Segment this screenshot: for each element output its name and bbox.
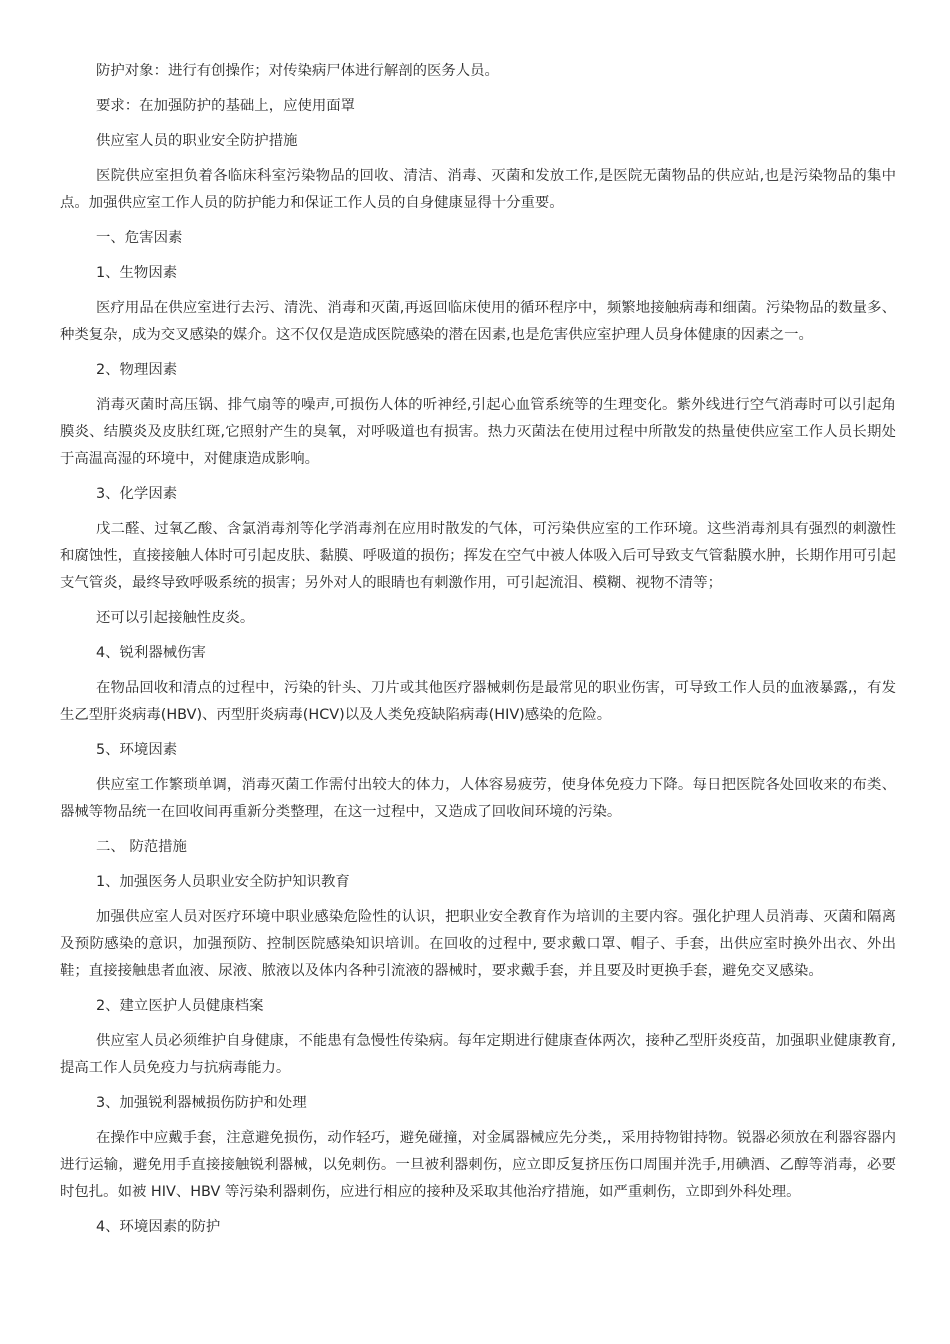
paragraph-physical: 消毒灭菌时高压锅、排气扇等的噪声,可损伤人体的听神经,引起心血管系统等的生理变化。紫外线进行空气消毒时可以引起角膜炎、结膜炎及皮肤红斑,它照射产生的臭氧，对呼吸道也有损害。热力灭菌法在使用过程中所散发的热量使供应室工作人员长期处于高温高湿的环境中，对健康造成影响。 <box>60 397 896 467</box>
heading-chemical: 3、化学因素 <box>96 486 178 502</box>
section-title: 供应室人员的职业安全防护措施 <box>96 133 298 149</box>
heading-sharp-protection: 3、加强锐利器械损伤防护和处理 <box>96 1095 307 1111</box>
heading-sharp-instruments: 4、锐利器械伤害 <box>96 645 206 661</box>
paragraph-health-records: 供应室人员必须维护自身健康，不能患有急慢性传染病。每年定期进行健康查体两次，接种乙型肝炎疫苗，加强职业健康教育, 提高工作人员免疫力与抗病毒能力。 <box>60 1033 896 1076</box>
heading-hazard-factors: 一、危害因素 <box>96 230 183 246</box>
paragraph-education: 加强供应室人员对医疗环境中职业感染危险性的认识，把职业安全教育作为培训的主要内容。强化护理人员消毒、灭菌和隔离及预防感染的意识，加强预防、控制医院感染知识培训。在回收的过程中, 要求戴口罩、帽子、手套，出供应室时换外出衣、外出鞋；直接接触患者血液、尿液、脓液以及体内各种引流液的器械时，要求戴手套，并且要及时更换手套，避免交叉感染。 <box>60 909 896 979</box>
heading-prevention-measures: 二、 防范措施 <box>96 839 187 855</box>
paragraph-environment: 供应室工作繁琐单调，消毒灭菌工作需付出较大的体力，人体容易疲劳，使身体免疫力下降。每日把医院各处回收来的布类、器械等物品统一在回收间再重新分类整理，在这一过程中，又造成了回收间环境的污染。 <box>60 777 896 820</box>
heading-biological: 1、生物因素 <box>96 265 178 281</box>
paragraph-sharp-instruments: 在物品回收和清点的过程中，污染的针头、刀片或其他医疗器械刺伤是最常见的职业伤害，可导致工作人员的血液暴露,，有发生乙型肝炎病毒(HBV)、丙型肝炎病毒(HCV)以及人类免疫缺陷病毒(HIV)感染的危险。 <box>60 680 896 723</box>
paragraph-sharp-protection: 在操作中应戴手套，注意避免损伤，动作轻巧，避免碰撞，对金属器械应先分类,，采用持物钳持物。锐器必须放在利器容器内进行运输，避免用手直接接触锐利器械，以免刺伤。一旦被利器刺伤，应立即反复挤压伤口周围并洗手,用碘酒、乙醇等消毒，必要时包扎。如被 HIV、HBV 等污染利器刺伤，应进行相应的接种及采取其他治疗措施，如严重刺伤，立即到外科处理。 <box>60 1130 896 1200</box>
paragraph-biological: 医疗用品在供应室进行去污、清洗、消毒和灭菌,再返回临床使用的循环程序中，频繁地接触病毒和细菌。污染物品的数量多、种类复杂，成为交叉感染的媒介。这不仅仅是造成医院感染的潜在因素,也是危害供应室护理人员身体健康的因素之一。 <box>60 300 896 343</box>
paragraph-chemical: 戊二醛、过氧乙酸、含氯消毒剂等化学消毒剂在应用时散发的气体，可污染供应室的工作环境。这些消毒剂具有强烈的刺激性和腐蚀性，直接接触人体时可引起皮肤、黏膜、呼吸道的损伤；挥发在空气中被人体吸入后可导致支气管黏膜水肿，长期作用可引起支气管炎，最终导致呼吸系统的损害；另外对人的眼睛也有刺激作用，可引起流泪、模糊、视物不清等； <box>60 521 896 591</box>
paragraph-intro: 医院供应室担负着各临床科室污染物品的回收、清洁、消毒、灭菌和发放工作,是医院无菌物品的供应站,也是污染物品的集中点。加强供应室工作人员的防护能力和保证工作人员的自身健康显得十分重要。 <box>60 168 896 211</box>
heading-environment-protection: 4、环境因素的防护 <box>96 1219 221 1235</box>
paragraph-chemical-cont: 还可以引起接触性皮炎。 <box>96 610 255 626</box>
heading-education: 1、加强医务人员职业安全防护知识教育 <box>96 874 350 890</box>
paragraph-protection-target: 防护对象：进行有创操作；对传染病尸体进行解剖的医务人员。 <box>96 63 499 79</box>
paragraph-requirement: 要求：在加强防护的基础上，应使用面罩 <box>96 98 356 114</box>
heading-health-records: 2、建立医护人员健康档案 <box>96 998 264 1014</box>
heading-environment: 5、环境因素 <box>96 742 178 758</box>
document-body <box>60 58 896 1241</box>
heading-physical: 2、物理因素 <box>96 362 178 378</box>
